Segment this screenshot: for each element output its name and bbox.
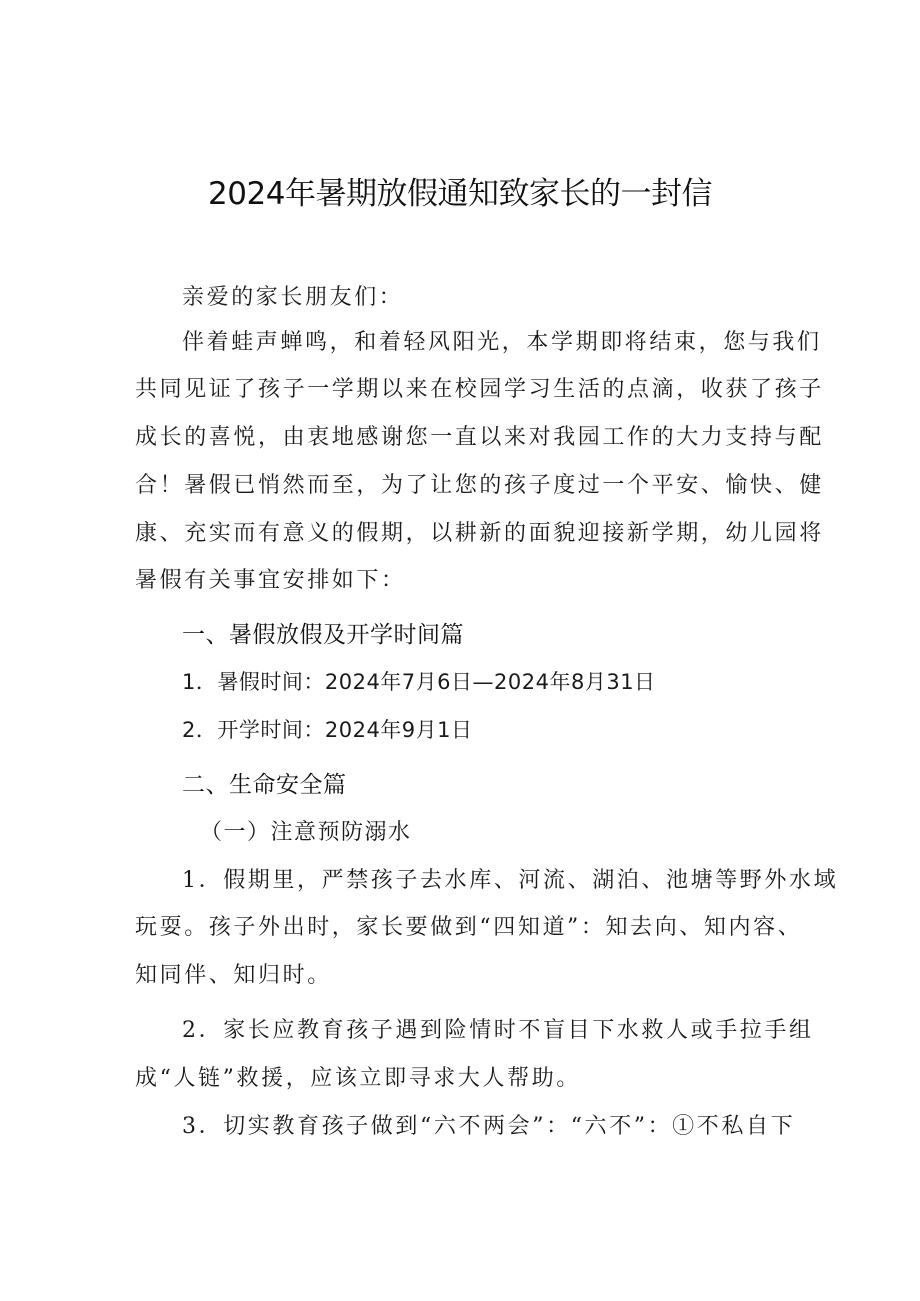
list-item: 2．开学时间：2024年9月1日 <box>182 718 473 742</box>
paragraph-line: 康、充实而有意义的假期，以耕新的面貌迎接新学期，幼儿园将 <box>135 521 824 546</box>
section-heading: 二、生命安全篇 <box>182 772 347 798</box>
paragraph-line: 暑假有关事宜安排如下： <box>135 568 406 593</box>
section-heading: 一、暑假放假及开学时间篇 <box>182 622 464 648</box>
paragraph-line: 知同伴、知归时。 <box>135 963 332 988</box>
subsection-heading: （一）注意预防溺水 <box>200 820 412 845</box>
paragraph-line: 3．切实教育孩子做到“六不两会”：“六不”：①不私自下 <box>182 1114 796 1139</box>
document-title: 2024年暑期放假通知致家长的一封信 <box>208 176 712 212</box>
paragraph-line: 伴着蛙声蝉鸣，和着轻风阳光，本学期即将结束，您与我们 <box>182 330 822 355</box>
paragraph-line: 1．假期里，严禁孩子去水库、河流、湖泊、池塘等野外水域 <box>182 868 839 893</box>
paragraph-line: 共同见证了孩子一学期以来在校园学习生活的点滴，收获了孩子 <box>135 377 824 402</box>
list-item: 1．暑假时间：2024年7月6日—2024年8月31日 <box>182 670 656 694</box>
salutation: 亲爱的家长朋友们： <box>182 285 404 310</box>
paragraph-line: 合！暑假已悄然而至，为了让您的孩子度过一个平安、愉快、健 <box>135 473 824 498</box>
paragraph-line: 玩耍。孩子外出时，家长要做到“四知道”：知去向、知内容、 <box>135 915 803 940</box>
paragraph-line: 2．家长应教育孩子遇到险情时不盲目下水救人或手拉手组 <box>182 1018 814 1043</box>
paragraph-line: 成长的喜悦，由衷地感谢您一直以来对我园工作的大力支持与配 <box>135 425 824 450</box>
paragraph-line: 成“人链”救援，应该立即寻求大人帮助。 <box>135 1066 581 1091</box>
